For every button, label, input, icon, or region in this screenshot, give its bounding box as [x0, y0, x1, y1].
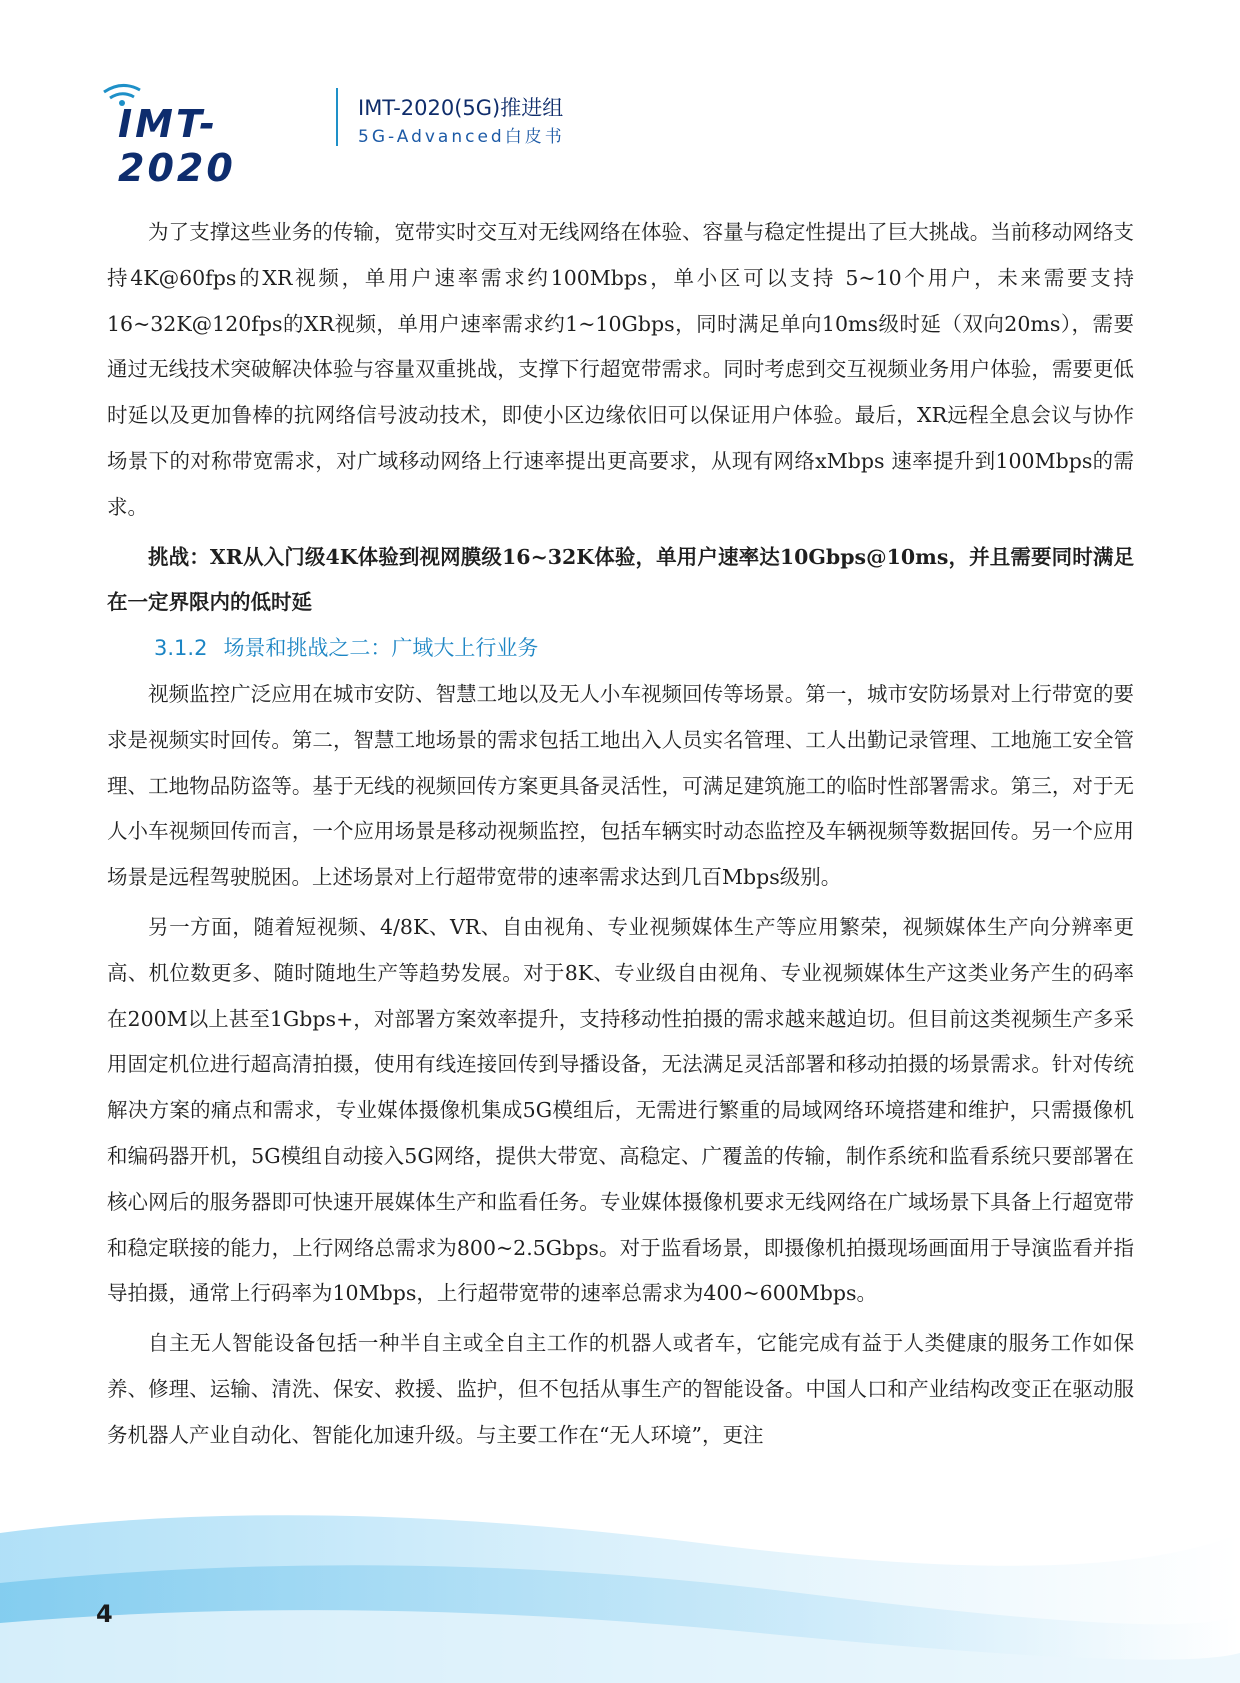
paragraph-xr-challenge: 为了支撑这些业务的传输，宽带实时交互对无线网络在体验、容量与稳定性提出了巨大挑战。当前移动网络支持4K@60fps的XR视频，单用户速率需求约100Mbps，单小区可以支持 5~10个用户，未来需要支持16~32K@120fps的XR视频，单用户速率需求约1~10Gbps，同时满足单向10ms级时延（双向20ms），需要通过无线技术突破解决体验与容量双重挑战，支撑下行超宽带需求。同时考虑到交互视频业务用户体验，需要更低时延以及更加鲁棒的抗网络信号波动技术，即使小区边缘依旧可以保证用户体验。最后，XR远程全息会议与协作场景下的对称带宽需求，对广域移动网络上行速率提出更高要求，从现有网络xMbps 速率提升到100Mbps的需求。 [107, 220, 1134, 519]
footer-wave-decoration [0, 1473, 1240, 1683]
org-name: IMT-2020(5G)推进组 [358, 96, 564, 120]
section-number: 3.1.2 [154, 636, 208, 661]
challenge-statement: 挑战：XR从入门级4K体验到视网膜级16~32K体验，单用户速率达10Gbps@10ms，并且需要同时满足在一定界限内的低时延 [107, 544, 1134, 615]
header-divider [336, 88, 338, 146]
page-number: 4 [96, 1600, 113, 1628]
imt-2020-logo [100, 78, 325, 190]
section-title: 场景和挑战之二：广域大上行业务 [223, 636, 539, 661]
paragraph-video-surveillance: 视频监控广泛应用在城市安防、智慧工地以及无人小车视频回传等场景。第一，城市安防场景对上行带宽的要求是视频实时回传。第二，智慧工地场景的需求包括工地出入人员实名管理、工人出勤记录管理、工地施工安全管理、工地物品防盗等。基于无线的视频回传方案更具备灵活性，可满足建筑施工的临时性部署需求。第三，对于无人小车视频回传而言，一个应用场景是移动视频监控，包括车辆实时动态监控及车辆视频等数据回传。另一个应用场景是远程驾驶脱困。上述场景对上行超带宽带的速率需求达到几百Mbps级别。 [107, 681, 1134, 890]
paragraph-media-production: 另一方面，随着短视频、4/8K、VR、自由视角、专业视频媒体生产等应用繁荣，视频媒体生产向分辨率更高、机位数更多、随时随地生产等趋势发展。对于8K、专业级自由视角、专业视频媒体生产这类业务产生的码率在200M以上甚至1Gbps+，对部署方案效率提升，支持移动性拍摄的需求越来越迫切。但目前这类视频生产多采用固定机位进行超高清拍摄，使用有线连接回传到导播设备，无法满足灵活部署和移动拍摄的场景需求。针对传统解决方案的痛点和需求，专业媒体摄像机集成5G模组后，无需进行繁重的局域网络环境搭建和维护，只需摄像机和编码器开机，5G模组自动接入5G网络，提供大带宽、高稳定、广覆盖的传输，制作系统和监看系统只要部署在核心网后的服务器即可快速开展媒体生产和监看任务。专业媒体摄像机要求无线网络在广域场景下具备上行超宽带和稳定联接的能力，上行网络总需求为800~2.5Gbps。对于监看场景，即摄像机拍摄现场画面用于导演监看并指导拍摄，通常上行码率为10Mbps，上行超带宽带的速率总需求为400~600Mbps。 [107, 914, 1134, 1306]
page-header [100, 78, 740, 190]
paragraph-autonomous-devices: 自主无人智能设备包括一种半自主或全自主工作的机器人或者车，它能完成有益于人类健康的服务工作如保养、修理、运输、清洗、保安、救援、监护，但不包括从事生产的智能设备。中国人口和产业结构改变正在驱动服务机器人产业自动化、智能化加速升级。与主要工作在“无人环境”，更注 [107, 1331, 1134, 1447]
body-text [107, 210, 1134, 1459]
section-heading [107, 626, 1134, 672]
document-subtitle: 5G-Advanced白皮书 [358, 127, 565, 147]
logo-wordmark: IMT-2020 [118, 102, 236, 190]
